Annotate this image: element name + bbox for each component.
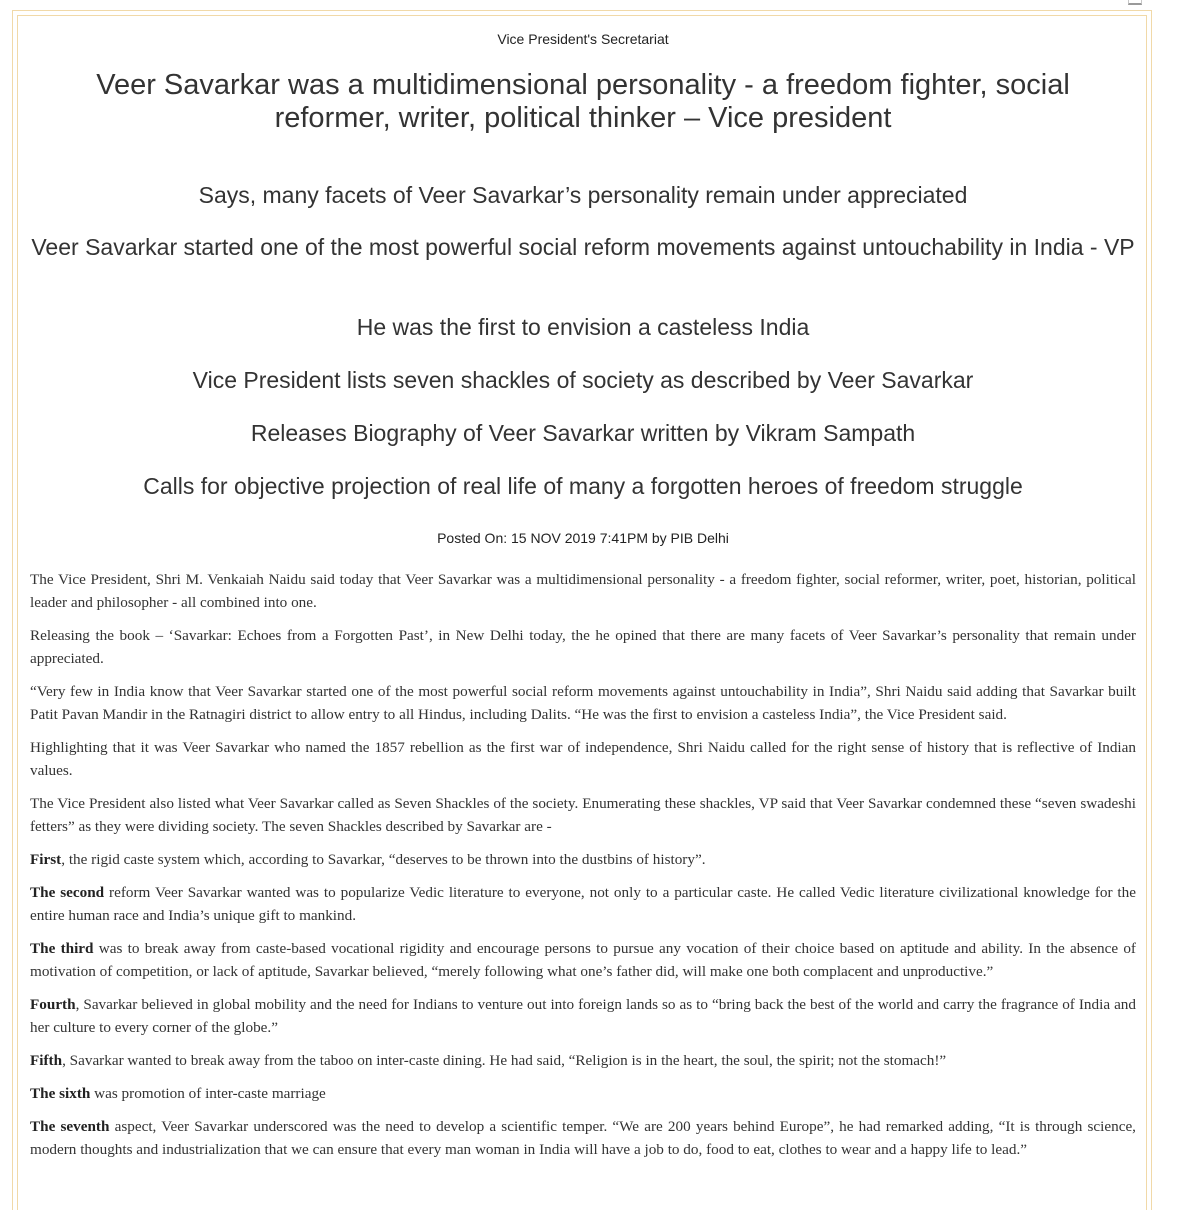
paragraph — [30, 568, 1136, 614]
paragraph — [30, 848, 1136, 871]
paragraph-text: The Vice President, Shri M. Venkaiah Naidu said today that Veer Savarkar was a multidimensional personality - a freedom fighter, social reformer, writer, poet, historian, political leader and philosopher - all combined into one. — [30, 571, 1136, 611]
paragraph-lead: First — [30, 851, 62, 868]
paragraph-lead: The third — [30, 940, 94, 957]
paragraph — [30, 993, 1136, 1039]
paragraph — [30, 736, 1136, 782]
paragraph-text: , Savarkar wanted to break away from the taboo on inter-caste dining. He had said, “Religion is in the heart, the soul, the spirit; not the stomach!” — [62, 1052, 947, 1069]
subhead-3: He was the first to envision a casteless India — [356, 314, 810, 340]
paragraph-text: , Savarkar believed in global mobility and the need for Indians to venture out into foreign lands so as to “bring back the best of the world and carry the fragrance of India and her culture to every corner of the globe.” — [30, 996, 1136, 1036]
paragraph — [30, 680, 1136, 726]
article-headline: Veer Savarkar was a multidimensional personality - a freedom fighter, social reformer, writer, political thinker – Vice president — [96, 69, 1070, 134]
subhead-2: Veer Savarkar started one of the most powerful social reform movements against untouchability in India - VP — [31, 234, 1135, 260]
paragraph — [30, 624, 1136, 670]
paragraph-lead: The second — [30, 884, 105, 901]
paragraph-text: Highlighting that it was Veer Savarkar who named the 1857 rebellion as the first war of independence, Shri Naidu called for the right sense of history that is reflective of Indian values. — [30, 739, 1136, 779]
paragraph-text: reform Veer Savarkar wanted was to popularize Vedic literature to everyone, not only to a particular caste. He called Vedic literature civilizational knowledge for the entire human race and India’s unique gift to mankind. — [30, 884, 1136, 924]
paragraph — [30, 881, 1136, 927]
ministry-name: Vice President's Secretariat — [497, 31, 669, 47]
paragraph — [30, 1049, 1136, 1072]
print-icon[interactable] — [1128, 0, 1142, 5]
article-body — [30, 568, 1136, 1171]
subhead-5: Releases Biography of Veer Savarkar written by Vikram Sampath — [250, 420, 916, 446]
paragraph — [30, 1082, 1136, 1105]
paragraph-text: “Very few in India know that Veer Savarkar started one of the most powerful social reform movements against untouchability in India”, Shri Naidu said adding that Savarkar built Patit Pavan Mandir in the Ratnagiri district to allow entry to all Hindus, including Dalits. “He was the first to envision a casteless India”, the Vice President said. — [30, 683, 1136, 723]
paragraph-lead: The sixth — [30, 1085, 91, 1102]
paragraph-text: was promotion of inter-caste marriage — [90, 1085, 326, 1102]
paragraph-lead: Fourth — [30, 996, 76, 1013]
paragraph — [30, 1115, 1136, 1161]
paragraph-text: aspect, Veer Savarkar underscored was the need to develop a scientific temper. “We are 200 years behind Europe”, he had remarked adding, “It is through science, modern thoughts and industrialization that we can ensure that every man woman in India will have a job to do, food to eat, clothes to wear and a happy life to lead.” — [30, 1118, 1136, 1158]
paragraph-text: Releasing the book – ‘Savarkar: Echoes from a Forgotten Past’, in New Delhi today, the he opined that there are many facets of Veer Savarkar’s personality that remain under appreciated. — [30, 627, 1136, 667]
subhead-4: Vice President lists seven shackles of society as described by Veer Savarkar — [192, 367, 974, 393]
paragraph — [30, 937, 1136, 983]
paragraph — [30, 792, 1136, 838]
posted-date: Posted On: 15 NOV 2019 7:41PM by PIB Delhi — [437, 530, 729, 546]
paragraph-lead: The seventh — [30, 1118, 110, 1135]
paragraph-text: was to break away from caste-based vocational rigidity and encourage persons to pursue any vocation of their choice based on aptitude and ability. In the absence of motivation of competition, or lack of aptitude, Savarkar believed, “merely following what one’s father did, will make one both complacent and unproductive.” — [30, 940, 1136, 980]
paragraph-text: The Vice President also listed what Veer Savarkar called as Seven Shackles of the society. Enumerating these shackles, VP said that Veer Savarkar condemned these “seven swadeshi fetters” as they were dividing society. The seven Shackles described by Savarkar are - — [30, 795, 1136, 835]
paragraph-lead: Fifth — [30, 1052, 63, 1069]
paragraph-text: , the rigid caste system which, according to Savarkar, “deserves to be thrown into the dustbins of history”. — [61, 851, 706, 868]
subhead-1: Says, many facets of Veer Savarkar’s personality remain under appreciated — [198, 182, 968, 208]
subhead-6: Calls for objective projection of real life of many a forgotten heroes of freedom struggle — [143, 473, 1023, 499]
